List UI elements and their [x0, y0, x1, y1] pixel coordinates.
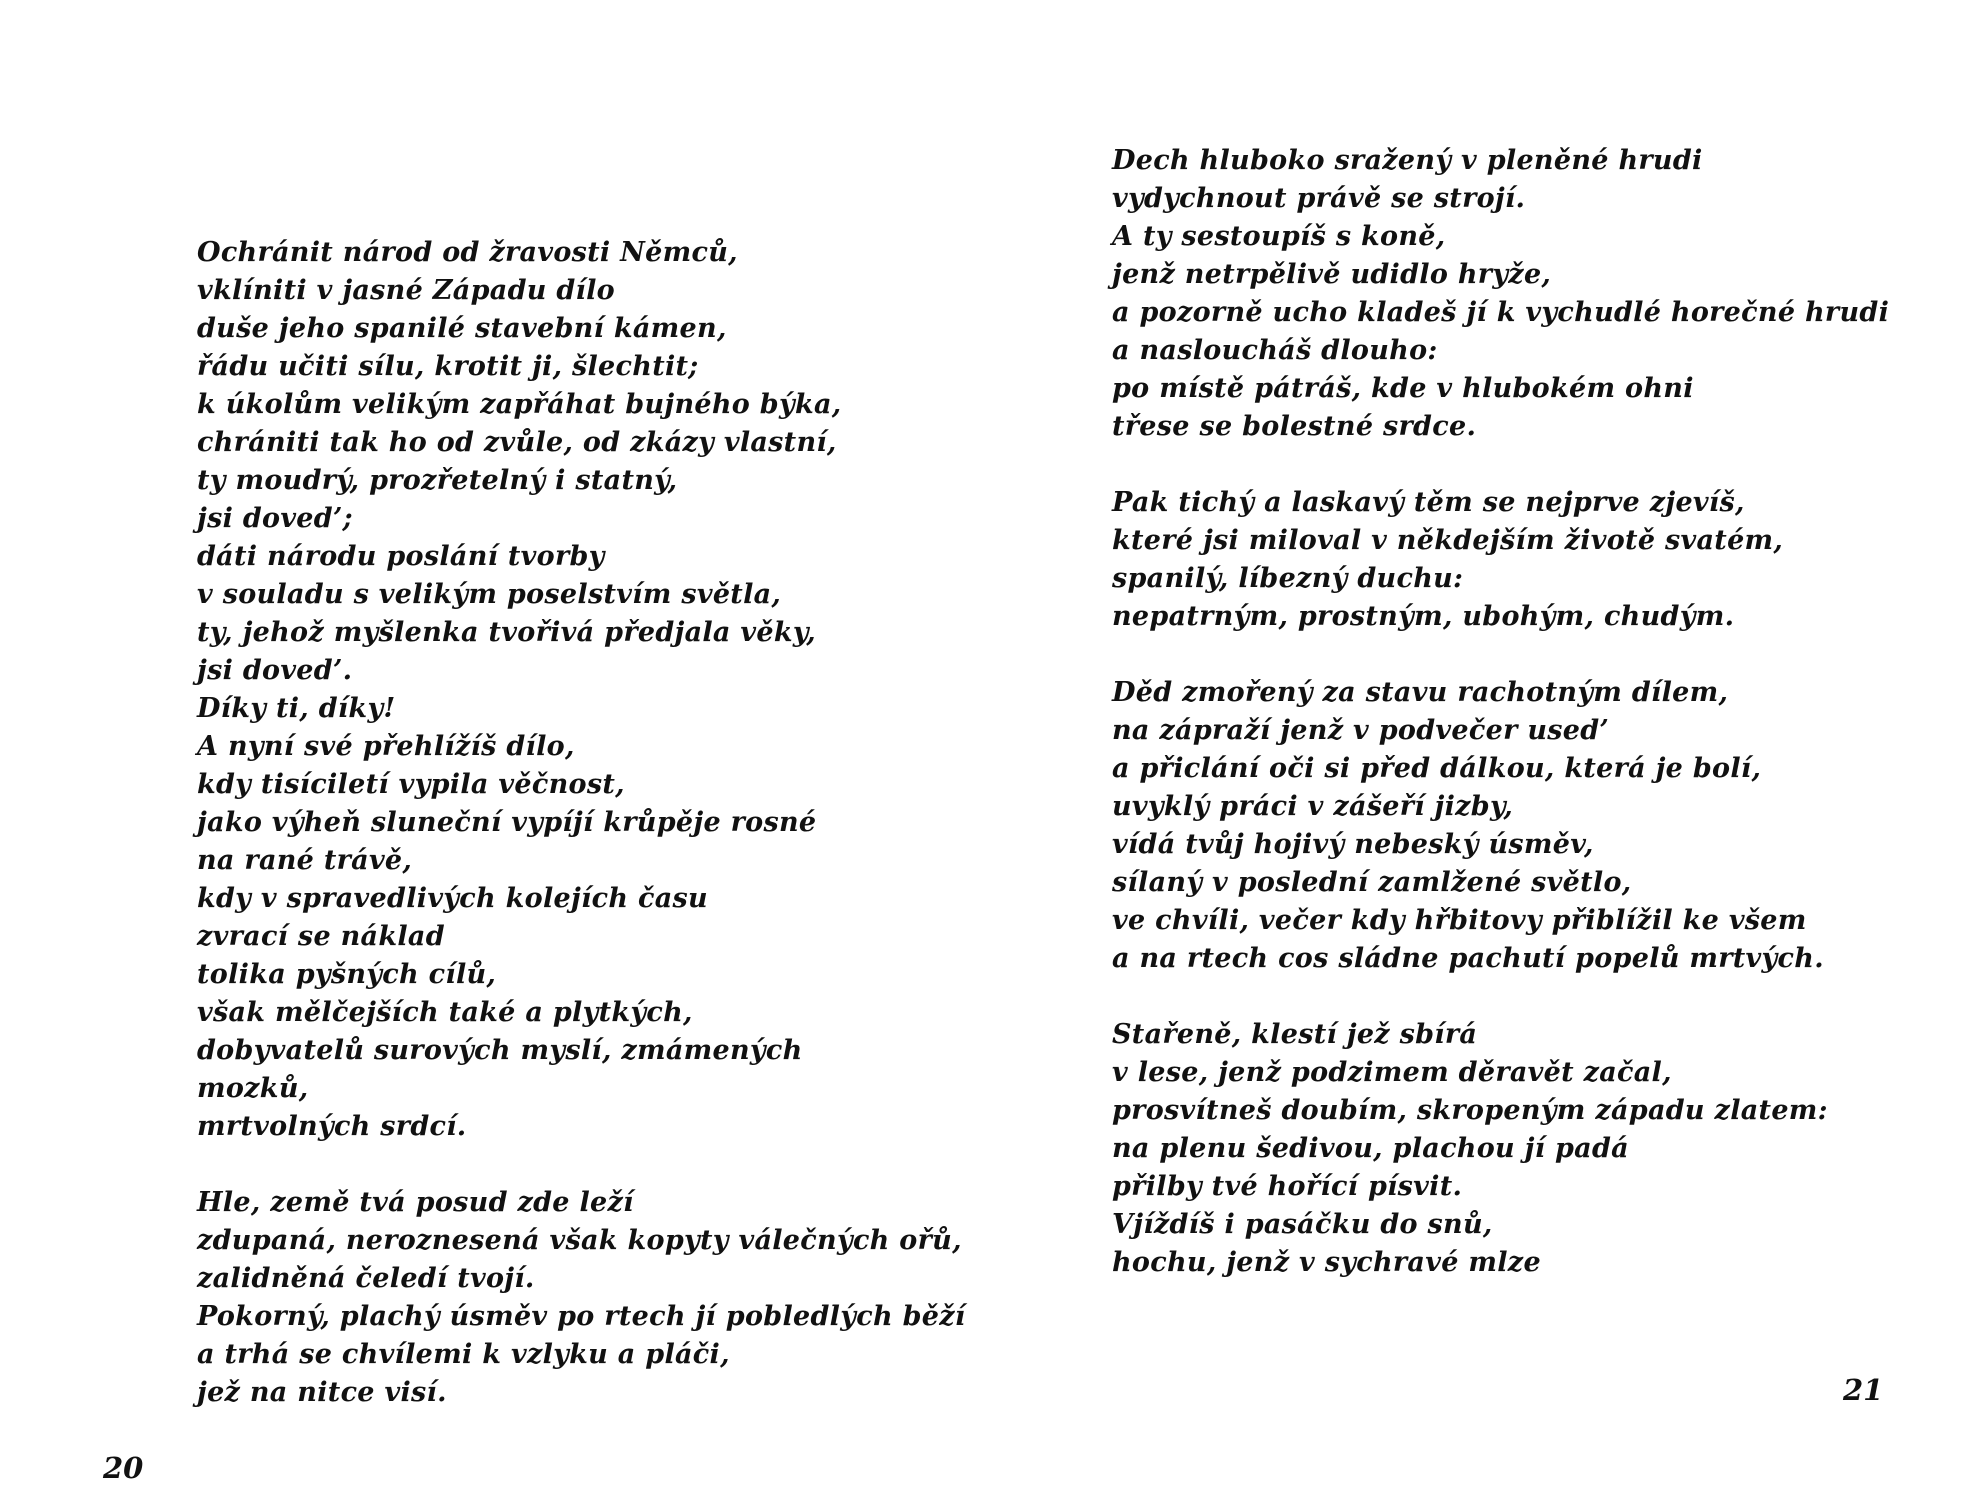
poem-line: k úkolům velikým zapřáhat bujného býka, — [197, 389, 842, 420]
poem-line: v souladu s velikým poselstvím světla, — [197, 579, 782, 610]
left-page-poem — [197, 234, 966, 1412]
poem-line: spanilý, líbezný duchu: — [1112, 563, 1464, 594]
poem-line: zvrací se náklad — [197, 921, 445, 952]
stanza — [1112, 1016, 1952, 1282]
stanza — [1112, 484, 1952, 636]
page-number: 20 — [103, 1451, 144, 1485]
poem-line: tolika pyšných cílů, — [197, 959, 497, 990]
poem-line: Díky ti, díky! — [197, 693, 396, 724]
right-page — [1000, 0, 1976, 1500]
poem-line: Pokorný, plachý úsměv po rtech jí pobledlých běží — [197, 1301, 966, 1332]
poem-line: na rané trávě, — [197, 845, 413, 876]
stanza — [1112, 674, 1952, 978]
poem-line: Dech hluboko sražený v pleněné hrudi — [1112, 145, 1703, 176]
poem-line: kdy v spravedlivých kolejích času — [197, 883, 708, 914]
poem-line: Vjíždíš i pasáčku do snů, — [1112, 1209, 1493, 1240]
poem-line: Stařeně, klestí jež sbírá — [1112, 1019, 1478, 1050]
poem-line: řádu učiti sílu, krotit ji, šlechtit; — [197, 351, 699, 382]
stanza — [197, 1184, 966, 1412]
poem-line: a pozorně ucho kladeš jí k vychudlé horečné hrudi — [1112, 297, 1890, 328]
poem-line: vídá tvůj hojivý nebeský úsměv, — [1112, 829, 1594, 860]
poem-line: hochu, jenž v sychravé mlze — [1112, 1247, 1541, 1278]
poem-line: Děd zmořený za stavu rachotným dílem, — [1112, 677, 1729, 708]
poem-line: v lese, jenž podzimem děravět začal, — [1112, 1057, 1672, 1088]
stanza — [197, 234, 957, 1146]
poem-line: které jsi miloval v někdejším životě svatém, — [1112, 525, 1784, 556]
poem-line: a nasloucháš dlouho: — [1112, 335, 1438, 366]
right-page-poem — [1112, 142, 1952, 1282]
poem-line: sílaný v poslední zamlžené světlo, — [1112, 867, 1632, 898]
poem-line: ty, jehož myšlenka tvořivá předjala věky, — [197, 617, 817, 648]
poem-line: mozků, — [197, 1073, 309, 1104]
poem-line: na plenu šedivou, plachou jí padá — [1112, 1133, 1629, 1164]
poem-line: a přiclání oči si před dálkou, která je bolí, — [1112, 753, 1762, 784]
poem-line: chrániti tak ho od zvůle, od zkázy vlastní, — [197, 427, 837, 458]
poem-line: Ochránit národ od žravosti Němců, — [197, 237, 738, 268]
poem-line: po místě pátráš, kde v hlubokém ohni — [1112, 373, 1694, 404]
poem-line: a na rtech cos sládne pachutí popelů mrtvých. — [1112, 943, 1824, 974]
poem-line: A nyní své přehlížíš dílo, — [197, 731, 575, 762]
poem-line: prosvítneš doubím, skropeným západu zlatem: — [1112, 1095, 1828, 1126]
poem-line: a trhá se chvílemi k vzlyku a pláči, — [197, 1339, 730, 1370]
poem-line: kdy tisíciletí vypila věčnost, — [197, 769, 625, 800]
poem-line: uvyklý práci v zášeří jizby, — [1112, 791, 1514, 822]
poem-line: dáti národu poslání tvorby — [197, 541, 605, 572]
poem-line: zalidněná čeledí tvojí. — [197, 1263, 535, 1294]
poem-line: ty moudrý, prozřetelný i statný, — [197, 465, 678, 496]
poem-line: vklíniti v jasné Západu dílo — [197, 275, 615, 306]
poem-line: však mělčejších také a plytkých, — [197, 997, 693, 1028]
poem-line: třese se bolestné srdce. — [1112, 411, 1477, 442]
poem-line: zdupaná, neroznesená však kopyty válečných ořů, — [197, 1225, 962, 1256]
poem-line: ve chvíli, večer kdy hřbitovy přiblížil ke všem — [1112, 905, 1807, 936]
poem-line: přilby tvé hořící písvit. — [1112, 1171, 1463, 1202]
poem-line: jenž netrpělivě udidlo hryže, — [1112, 259, 1552, 290]
poem-line: Hle, země tvá posud zde leží — [197, 1187, 634, 1218]
poem-line: duše jeho spanilé stavební kámen, — [197, 313, 727, 344]
stanza — [1112, 142, 1952, 446]
poem-line: nepatrným, prostným, ubohým, chudým. — [1112, 601, 1735, 632]
page-number: 21 — [1843, 1373, 1884, 1407]
poem-line: A ty sestoupíš s koně, — [1112, 221, 1446, 252]
poem-line: jsi doved’; — [197, 503, 353, 534]
poem-line: jež na nitce visí. — [197, 1377, 447, 1408]
poem-line: mrtvolných srdcí. — [197, 1111, 467, 1142]
poem-line: na zápraží jenž v podvečer used’ — [1112, 715, 1610, 746]
poem-line: Pak tichý a laskavý těm se nejprve zjevíš, — [1112, 487, 1745, 518]
poem-line: dobyvatelů surových myslí, zmámených — [197, 1035, 803, 1066]
poem-line: vydychnout právě se strojí. — [1112, 183, 1526, 214]
poem-line: jsi doved’. — [197, 655, 353, 686]
poem-line: jako výheň sluneční vypíjí krůpěje rosné — [197, 807, 817, 838]
